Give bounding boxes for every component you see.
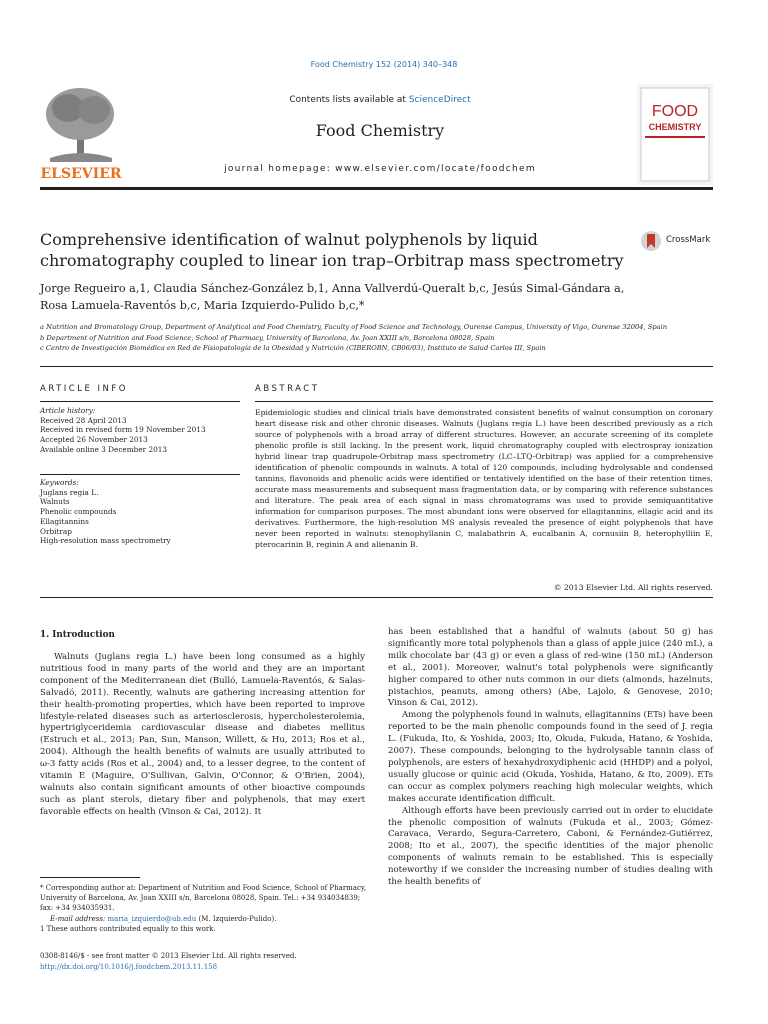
- author-list: [40, 280, 720, 314]
- journal-homepage[interactable]: journal homepage: www.elsevier.com/locate/foodchem: [224, 164, 536, 174]
- title-line-1: Comprehensive identification of walnut polyphenols by liquid: [40, 230, 538, 249]
- email-suffix: (M. Izquierdo-Pulido).: [196, 914, 277, 923]
- journal-name: Food Chemistry: [315, 121, 445, 140]
- crossmark-label: CrossMark: [666, 235, 711, 245]
- sciencedirect-link[interactable]: ScienceDirect: [408, 95, 471, 105]
- article-history: [40, 406, 245, 455]
- body-column-right: [388, 627, 713, 889]
- elsevier-wordmark: ELSEVIER: [40, 166, 122, 182]
- abstract-heading: ABSTRACT: [255, 384, 320, 394]
- corresponding-author-note: * Corresponding author at: Department of Nutrition and Food Science, School of Pharmacy, University of Barcelona, Av. Joan XXIII s/n, Barcelona 08028, Spain. Tel.: +34 934034839; fax: +34 934035931.: [40, 884, 367, 913]
- journal-citation[interactable]: Food Chemistry 152 (2014) 340–348: [310, 60, 458, 69]
- elsevier-tree-icon: [40, 84, 122, 184]
- header-rule: [40, 187, 713, 190]
- keyword-item: Orbitrap: [40, 526, 72, 536]
- history-item: Accepted 26 November 2013: [40, 435, 148, 445]
- authors-line-2: Rosa Lamuela-Raventós b,c, Maria Izquierdo-Pulido b,c,*: [40, 299, 365, 312]
- abstract-end-rule: [40, 597, 713, 598]
- journal-cover: [637, 84, 713, 185]
- keywords: [40, 478, 245, 546]
- affiliation-a: a Nutrition and Bromatology Group, Department of Analytical and Food Chemistry, Faculty of Food Science and Technology, Ourense Campus, University of Vigo, Ourense 32004, Spain: [40, 323, 668, 331]
- abstract-rule: [255, 401, 713, 402]
- crossmark-button[interactable]: [640, 230, 720, 252]
- cover-title-food: FOOD: [651, 103, 699, 120]
- affiliation-rule: [40, 366, 713, 367]
- elsevier-logo: [40, 84, 122, 184]
- history-label: Article history:: [40, 406, 96, 415]
- article-title: [40, 229, 640, 271]
- issn-block: [40, 951, 370, 972]
- contents-prefix: Contents lists available at: [289, 95, 409, 105]
- keyword-item: Ellagitannins: [40, 516, 89, 526]
- keyword-item: Walnuts: [40, 497, 70, 507]
- email-label: E-mail address:: [50, 914, 108, 923]
- title-line-2: chromatography coupled to linear ion trap–Orbitrap mass spectrometry: [40, 251, 624, 270]
- doi-link[interactable]: http://dx.doi.org/10.1016/j.foodchem.2013.11.158: [40, 962, 218, 971]
- affiliations: [40, 322, 730, 354]
- footnote-rule: [40, 877, 140, 878]
- affiliation-b: b Department of Nutrition and Food Science, School of Pharmacy, University of Barcelona, Av. Joan XXIII s/n, Barcelona 08028, Spain: [40, 333, 495, 342]
- keywords-rule: [40, 474, 240, 475]
- keyword-item: Phenolic compounds: [40, 507, 117, 517]
- intro-paragraph-1: Walnuts (Juglans regia L.) have been long consumed as a highly nutritious food in many parts of the world and they are an important component of the Mediterranean diet (Bulló, Lamuela-Raventós, & Salas-Salvadó, 2011). Recently, walnuts are gathering increasing attention for their health-promoting properties, which have been reported to improve lifestyle-related diseases such as arteriosclerosis, hypercholesterolemia, hypertriglyceridemia cardiovascular disease and diabetes mellitus (Estruch et al., 2013; Pan, Sun, Manson, Willett, & Hu, 2013; Ros et al., 2004). Although the health benefits of walnuts are usually attributed to ω-3 fatty acids (Ros et al., 2004) and, to a lesser degree, to the content of vitamin E (Maguire, O'Sullivan, Galvin, O'Connor, & O'Brien, 2004), walnuts also contain significant amounts of other bioactive compounds such as plant sterols, dietary fiber and polyphenols, that may exert favorable effects on health (Vinson & Cai, 2012). It: [40, 652, 365, 817]
- contents-available: [130, 95, 630, 105]
- introduction-heading: 1. Introduction: [40, 630, 115, 640]
- crossmark-icon: [640, 230, 662, 252]
- article-info-rule: [40, 401, 240, 402]
- history-item: Available online 3 December 2013: [40, 444, 168, 454]
- history-item: Received in revised form 19 November 2013: [40, 425, 206, 435]
- issn-line: 0308-8146/$ - see front matter © 2013 Elsevier Ltd. All rights reserved.: [40, 952, 297, 960]
- authors-line-1: Jorge Regueiro a,1, Claudia Sánchez-González b,1, Anna Vallverdú-Queralt b,c, Jesús Simal-Gándara a,: [40, 282, 625, 295]
- equal-contribution-note: 1 These authors contributed equally to this work.: [40, 924, 216, 933]
- article-info-heading: ARTICLE INFO: [40, 384, 128, 394]
- affiliation-c: c Centro de Investigación Biomédica en Red de Fisiopatología de la Obesidad y Nutrición (CIBEROBN, CB06/03), Instituto de Salud Carlos III, Spain: [40, 344, 546, 352]
- abstract-copyright: © 2013 Elsevier Ltd. All rights reserved.: [553, 583, 713, 592]
- email-note: [40, 914, 370, 924]
- body-column-left: [40, 652, 365, 819]
- abstract-text: Epidemiologic studies and clinical trials have demonstrated consistent benefits of walnut consumption on coronary heart disease risk and other chronic diseases. Walnuts (Juglans regia L.) have been described previously as a rich source of polyphenols with a broad array of different structures. However, an accurate screening of its complete phenolic profile is still lacking. In the present work, liquid chromatography coupled with electrospray ionization hybrid linear trap quadrupole-Orbitrap mass spectrometry (LC–LTQ-Orbitrap) was applied for a comprehensive identification of phenolic compounds in walnuts. A total of 120 compounds, including hydrolysable and condensed tannins, flavonoids and phenolic acids were identified or tentatively identified on the base of their retention times, accurate mass measurements and subsequent mass fragmentation data, or by comparing with reference substances and literature. The peak area of each signal in mass chromatograms was used to provide semiquantitative information for comparison purposes. The most abundant ions were observed for ellagitannins, ellagic acid and its derivatives. Furthermore, the high-resolution MS analysis revealed the presence of eight polyphenols that have never been reported in walnuts: stenophyllanin C, malabathrin A, eucalbanin A, cornusiin B, heterophylliin E, pterocarinin B, reginin A and alienanin B.: [255, 408, 713, 549]
- intro-paragraph-1-cont: has been established that a handful of walnuts (about 50 g) has significantly more total polyphenols than a glass of apple juice (240 mL), a milk chocolate bar (43 g) or even a glass of red-wine (150 mL) (Anderson et al., 2001). Moreover, walnut's total polyphenols were significantly higher compared to other nuts common in our diets (almonds, hazelnuts, pistachios, peanuts, among others) (Abe, Lajolo, & Genovese, 2010; Vinson & Cai, 2012).: [388, 627, 713, 709]
- keywords-label: Keywords:: [40, 478, 79, 487]
- footnotes: [40, 883, 370, 934]
- cover-title-chemistry: CHEMISTRY: [648, 122, 702, 132]
- history-item: Received 28 April 2013: [40, 415, 127, 425]
- email-link[interactable]: maria_izquierdo@ub.edu: [107, 914, 197, 923]
- keyword-item: Juglans regia L.: [40, 487, 99, 497]
- intro-paragraph-3: Although efforts have been previously carried out in order to elucidate the phenolic composition of walnuts (Fukuda et al., 2003; Gómez-Caravaca, Verardo, Segura-Carretero, Caboni, & Fernández-Gutiérrez, 2008; Ito et al., 2007), the specific identities of the major phenolic components of walnuts remain to be established. This is especially noteworthy if we consider the increasing number of studies dealing with the health benefits of: [388, 805, 713, 888]
- intro-paragraph-2: Among the polyphenols found in walnuts, ellagitannins (ETs) have been reported to be the main phenolic compounds found in the seed of J. regia L. (Fukuda, Ito, & Yoshida, 2003; Ito, Okuda, Fukuda, Hatano, & Yoshida, 2007). These compounds, belonging to the hydrolysable tannin class of polyphenols, are esters of hexahydroxydiphenic acid (HHDP) and a polyol, usually glucose or quinic acid (Okuda, Yoshida, Hatano, & Ito, 2009). ETs can occur as complex polymers reaching high molecular weights, which makes accurate identification difficult.: [388, 710, 713, 804]
- keyword-item: High-resolution mass spectrometry: [40, 536, 171, 546]
